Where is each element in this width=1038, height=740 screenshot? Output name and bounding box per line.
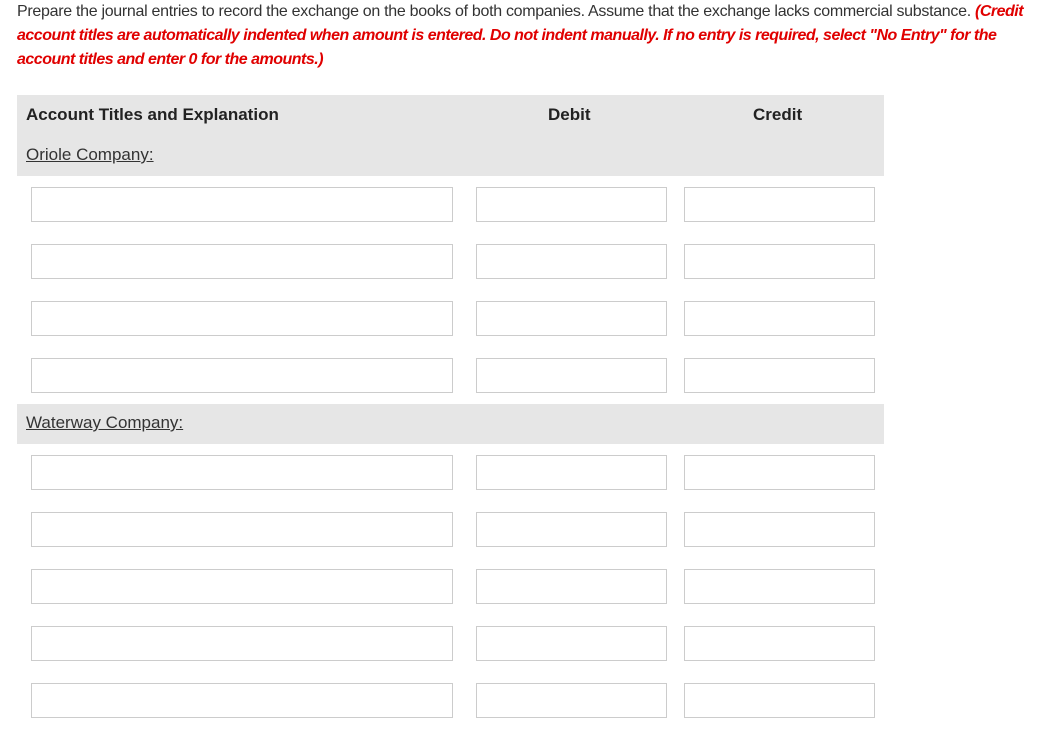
- debit-input[interactable]: [476, 455, 667, 490]
- debit-input[interactable]: [476, 626, 667, 661]
- oriole-entries: [17, 176, 884, 404]
- debit-input[interactable]: [476, 683, 667, 718]
- instructions-text: Prepare the journal entries to record the exchange on the books of both companies. Assume that the exchange lacks commercial substance.: [17, 3, 971, 20]
- account-title-input[interactable]: [31, 187, 453, 222]
- instructions-note: (Credit account titles are automatically indented when amount is entered. Do not indent manually. If no entry is required, select "No Entry" for the account titles and enter 0 for the amounts.): [17, 3, 1024, 68]
- journal-row: [17, 290, 884, 347]
- debit-input[interactable]: [476, 187, 667, 222]
- account-title-input[interactable]: [31, 683, 453, 718]
- journal-row: [17, 615, 884, 672]
- account-title-input[interactable]: [31, 358, 453, 393]
- table-header: [17, 95, 884, 176]
- debit-input[interactable]: [476, 569, 667, 604]
- account-title-input[interactable]: [31, 569, 453, 604]
- debit-input[interactable]: [476, 512, 667, 547]
- journal-row: [17, 176, 884, 233]
- debit-input[interactable]: [476, 358, 667, 393]
- waterway-entries: [17, 444, 884, 729]
- account-title-input[interactable]: [31, 626, 453, 661]
- account-title-input[interactable]: [31, 455, 453, 490]
- credit-input[interactable]: [684, 187, 875, 222]
- journal-entry-table: [17, 95, 884, 729]
- credit-input[interactable]: [684, 244, 875, 279]
- credit-input[interactable]: [684, 569, 875, 604]
- credit-input[interactable]: [684, 301, 875, 336]
- debit-input[interactable]: [476, 301, 667, 336]
- journal-row: [17, 558, 884, 615]
- credit-input[interactable]: [684, 683, 875, 718]
- header-debit: Debit: [548, 105, 591, 124]
- journal-row: [17, 501, 884, 558]
- credit-input[interactable]: [684, 626, 875, 661]
- account-title-input[interactable]: [31, 301, 453, 336]
- debit-input[interactable]: [476, 244, 667, 279]
- account-title-input[interactable]: [31, 512, 453, 547]
- credit-input[interactable]: [684, 512, 875, 547]
- credit-input[interactable]: [684, 455, 875, 490]
- section-label-waterway: Waterway Company:: [26, 413, 184, 432]
- section-label-oriole: Oriole Company:: [26, 145, 154, 164]
- header-credit: Credit: [753, 105, 803, 124]
- journal-row: [17, 347, 884, 404]
- journal-row: [17, 444, 884, 501]
- journal-row: [17, 233, 884, 290]
- account-title-input[interactable]: [31, 244, 453, 279]
- section-header-waterway: [17, 404, 884, 444]
- credit-input[interactable]: [684, 358, 875, 393]
- instructions: [17, 0, 1032, 72]
- journal-row: [17, 672, 884, 729]
- header-account-titles: Account Titles and Explanation: [26, 105, 279, 124]
